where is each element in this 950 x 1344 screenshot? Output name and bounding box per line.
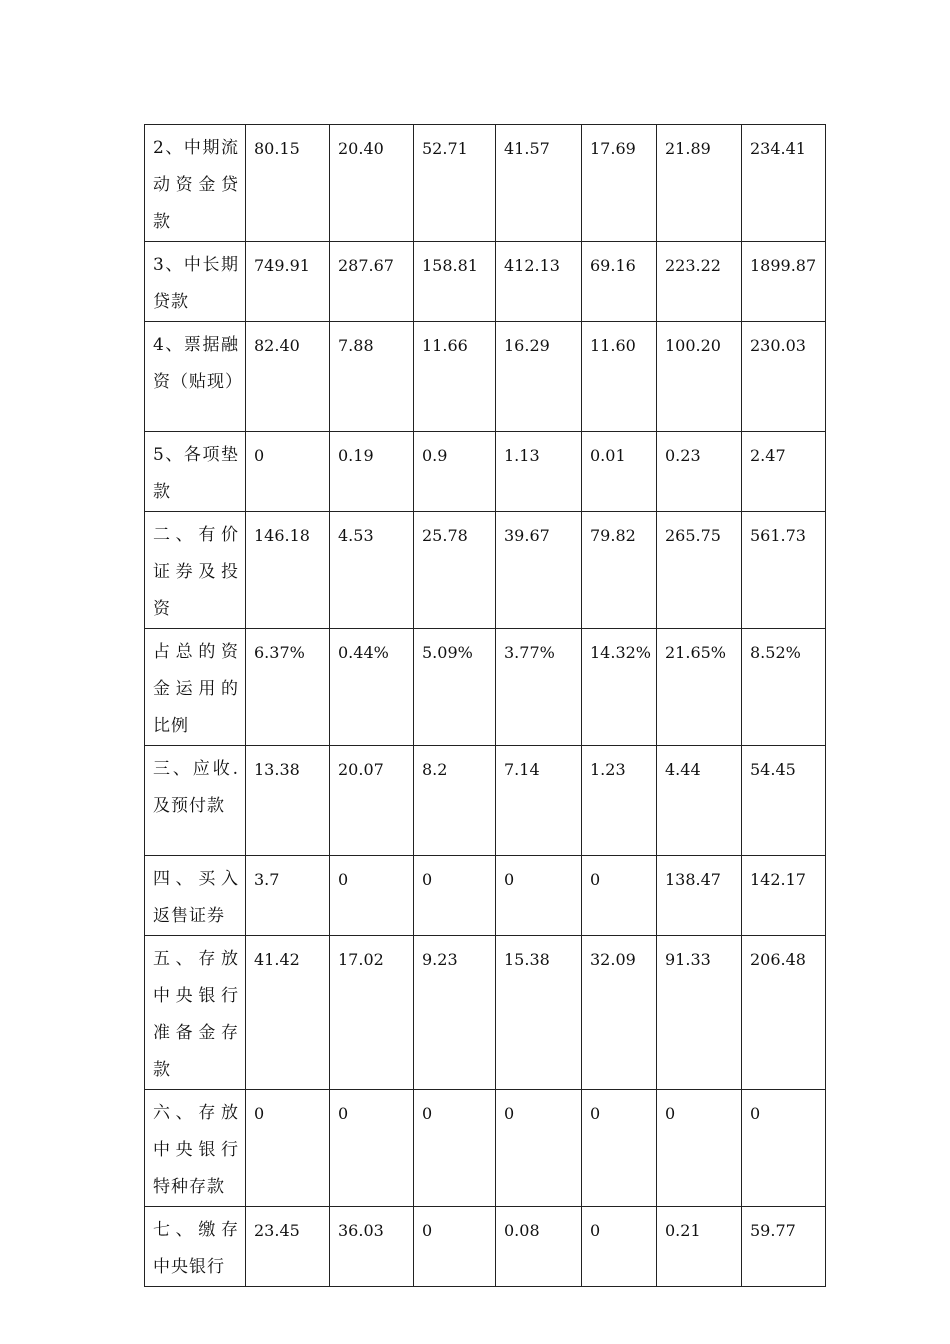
- row-label: 3、中长期贷款: [145, 242, 246, 322]
- table-cell: 21.89: [657, 125, 742, 242]
- table-cell: 1899.87: [742, 242, 826, 322]
- table-cell: 142.17: [742, 856, 826, 936]
- table-cell: 0: [246, 432, 330, 512]
- table-cell: 0.19: [330, 432, 414, 512]
- table-cell: 138.47: [657, 856, 742, 936]
- row-label: 六、存放中央银行特种存款: [145, 1090, 246, 1207]
- table-row: [145, 1090, 826, 1207]
- table-cell: 21.65%: [657, 629, 742, 746]
- table-cell: 100.20: [657, 322, 742, 432]
- table-cell: 32.09: [582, 936, 657, 1090]
- table-cell: 59.77: [742, 1207, 826, 1287]
- table-cell: 265.75: [657, 512, 742, 629]
- table-cell: 0: [414, 856, 496, 936]
- table-cell: 80.15: [246, 125, 330, 242]
- table-row: [145, 1207, 826, 1287]
- table-row: [145, 746, 826, 856]
- table-cell: 234.41: [742, 125, 826, 242]
- table-cell: 54.45: [742, 746, 826, 856]
- table-cell: 0.23: [657, 432, 742, 512]
- table-cell: 20.40: [330, 125, 414, 242]
- table-cell: 17.02: [330, 936, 414, 1090]
- table-row: [145, 125, 826, 242]
- table-cell: 69.16: [582, 242, 657, 322]
- table-cell: 0: [657, 1090, 742, 1207]
- table-cell: 0: [330, 1090, 414, 1207]
- table-cell: 561.73: [742, 512, 826, 629]
- table-row: [145, 322, 826, 432]
- table-cell: 52.71: [414, 125, 496, 242]
- table-cell: 5.09%: [414, 629, 496, 746]
- table-cell: 17.69: [582, 125, 657, 242]
- table-cell: 7.88: [330, 322, 414, 432]
- table-cell: 20.07: [330, 746, 414, 856]
- table-row: [145, 432, 826, 512]
- table-cell: 0: [582, 1207, 657, 1287]
- table-cell: 4.53: [330, 512, 414, 629]
- data-table: [144, 124, 826, 1287]
- table-cell: 0: [582, 1090, 657, 1207]
- table-cell: 23.45: [246, 1207, 330, 1287]
- table-cell: 41.57: [496, 125, 582, 242]
- table-cell: 0: [582, 856, 657, 936]
- table-cell: 6.37%: [246, 629, 330, 746]
- table-cell: 25.78: [414, 512, 496, 629]
- table-cell: 0.44%: [330, 629, 414, 746]
- table-cell: 8.52%: [742, 629, 826, 746]
- table-cell: 4.44: [657, 746, 742, 856]
- table-cell: 0.21: [657, 1207, 742, 1287]
- table-cell: 3.77%: [496, 629, 582, 746]
- table-cell: 2.47: [742, 432, 826, 512]
- table-row: [145, 629, 826, 746]
- table-cell: 412.13: [496, 242, 582, 322]
- table-cell: 7.14: [496, 746, 582, 856]
- table-cell: 0: [246, 1090, 330, 1207]
- table-cell: 1.13: [496, 432, 582, 512]
- table-cell: 3.7: [246, 856, 330, 936]
- table-cell: 39.67: [496, 512, 582, 629]
- table-cell: 0: [496, 856, 582, 936]
- table-cell: 0: [496, 1090, 582, 1207]
- table-cell: 16.29: [496, 322, 582, 432]
- table-cell: 14.32%: [582, 629, 657, 746]
- row-label: 占总的资金运用的比例: [145, 629, 246, 746]
- row-label: 三、应收.及预付款: [145, 746, 246, 856]
- table-cell: 0: [414, 1090, 496, 1207]
- table-cell: 223.22: [657, 242, 742, 322]
- table-cell: 0.9: [414, 432, 496, 512]
- table-cell: 206.48: [742, 936, 826, 1090]
- table-row: [145, 242, 826, 322]
- table-cell: 82.40: [246, 322, 330, 432]
- table-cell: 91.33: [657, 936, 742, 1090]
- table-row: [145, 512, 826, 629]
- table-cell: 9.23: [414, 936, 496, 1090]
- table-cell: 146.18: [246, 512, 330, 629]
- table-cell: 0.01: [582, 432, 657, 512]
- table-cell: 287.67: [330, 242, 414, 322]
- table-cell: 36.03: [330, 1207, 414, 1287]
- row-label: 四、买入返售证券: [145, 856, 246, 936]
- table-cell: 230.03: [742, 322, 826, 432]
- table-cell: 0: [330, 856, 414, 936]
- table-row: [145, 936, 826, 1090]
- table-cell: 158.81: [414, 242, 496, 322]
- table-cell: 8.2: [414, 746, 496, 856]
- table-cell: 11.60: [582, 322, 657, 432]
- row-label: 4、票据融资（贴现）: [145, 322, 246, 432]
- table-cell: 0: [742, 1090, 826, 1207]
- table-row: [145, 856, 826, 936]
- table-cell: 0: [414, 1207, 496, 1287]
- table-cell: 749.91: [246, 242, 330, 322]
- row-label: 5、各项垫款: [145, 432, 246, 512]
- table-cell: 13.38: [246, 746, 330, 856]
- table-cell: 41.42: [246, 936, 330, 1090]
- row-label: 2、中期流动资金贷款: [145, 125, 246, 242]
- table-cell: 15.38: [496, 936, 582, 1090]
- table-cell: 1.23: [582, 746, 657, 856]
- table-cell: 0.08: [496, 1207, 582, 1287]
- row-label: 七、缴存中央银行: [145, 1207, 246, 1287]
- row-label: 五、存放中央银行准备金存款: [145, 936, 246, 1090]
- row-label: 二、有价证券及投资: [145, 512, 246, 629]
- table-cell: 11.66: [414, 322, 496, 432]
- table-cell: 79.82: [582, 512, 657, 629]
